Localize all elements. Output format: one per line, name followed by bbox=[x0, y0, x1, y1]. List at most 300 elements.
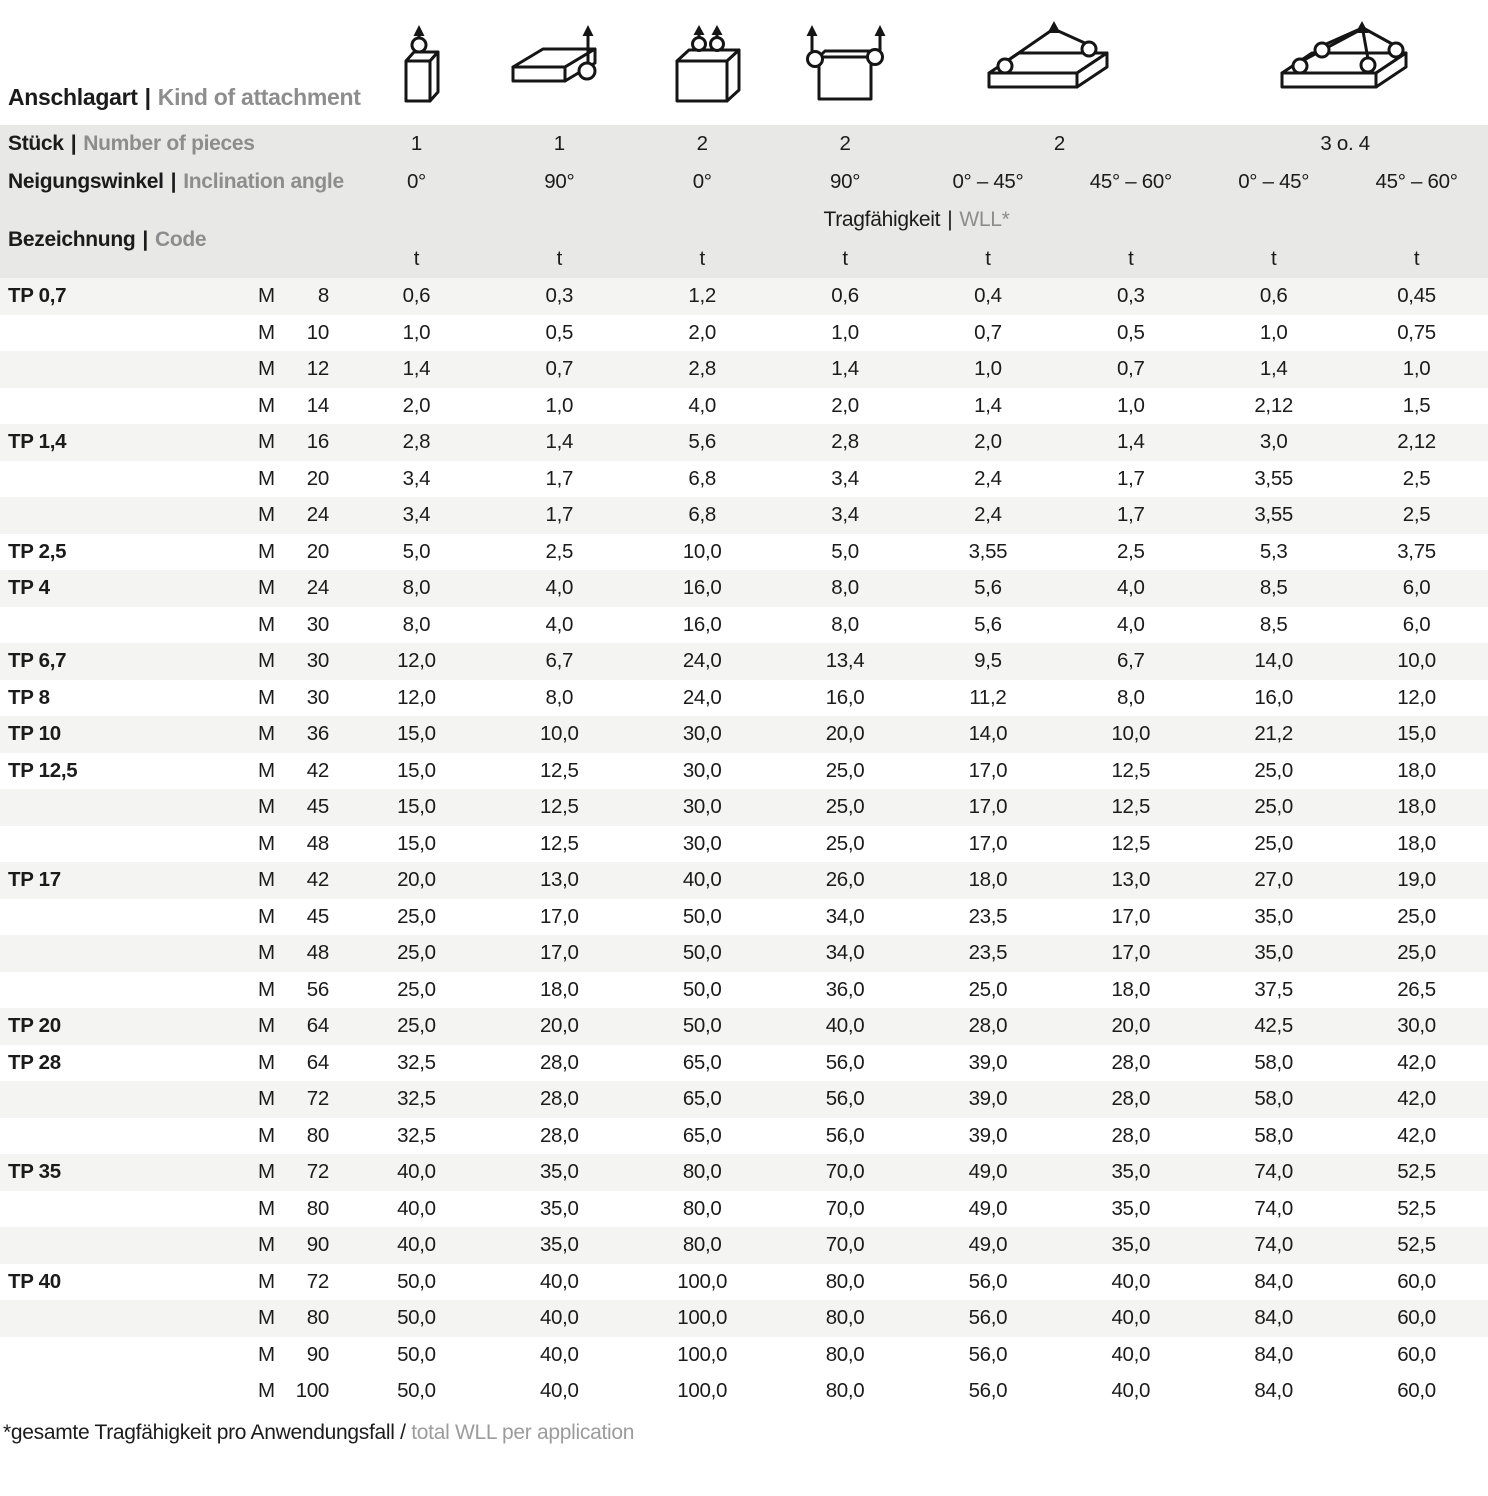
angle-value: 0° – 45° bbox=[1238, 170, 1310, 193]
single-point-axial-icon bbox=[368, 25, 468, 103]
thread-size-value: 20 bbox=[306, 466, 329, 490]
wll-value: 35,0 bbox=[1111, 1160, 1151, 1184]
wll-value: 84,0 bbox=[1254, 1342, 1294, 1366]
wll-value: 40,0 bbox=[1111, 1379, 1151, 1403]
wll-value: 30,0 bbox=[682, 758, 722, 782]
footnote-en: total WLL per application bbox=[411, 1420, 635, 1444]
wll-value: 37,5 bbox=[1254, 977, 1294, 1001]
wll-value: 40,0 bbox=[397, 1160, 436, 1184]
wll-value: 5,6 bbox=[974, 576, 1002, 600]
wll-value: 1,2 bbox=[688, 284, 716, 308]
thread-m-prefix: M bbox=[258, 1160, 275, 1184]
wll-value: 1,7 bbox=[1117, 503, 1145, 527]
wll-value: 40,0 bbox=[1111, 1269, 1151, 1293]
wll-value: 56,0 bbox=[825, 1050, 865, 1074]
angle-value: 45° – 60° bbox=[1375, 170, 1458, 193]
row-thread-size bbox=[248, 430, 345, 454]
row-thread-size bbox=[248, 905, 345, 929]
angle-value: 90° bbox=[544, 170, 575, 193]
pieces-row bbox=[0, 125, 1488, 163]
wll-value: 35,0 bbox=[539, 1233, 579, 1257]
wll-value: 25,0 bbox=[1397, 904, 1436, 928]
pieces-value: 3 o. 4 bbox=[1320, 132, 1370, 155]
thread-m-prefix: M bbox=[258, 1269, 275, 1293]
row-thread-size bbox=[248, 467, 345, 491]
wll-value: 50,0 bbox=[397, 1379, 436, 1403]
wll-value: 0,45 bbox=[1397, 284, 1436, 308]
row-thread-size bbox=[248, 394, 345, 418]
wll-value: 49,0 bbox=[968, 1196, 1008, 1220]
wll-value: 25,0 bbox=[968, 977, 1008, 1001]
wll-value: 52,5 bbox=[1397, 1233, 1436, 1257]
wll-value: 40,0 bbox=[1111, 1342, 1151, 1366]
wll-value: 2,5 bbox=[1117, 539, 1145, 563]
wll-value: 17,0 bbox=[968, 795, 1008, 819]
wll-value: 17,0 bbox=[539, 941, 579, 965]
wll-value: 60,0 bbox=[1397, 1342, 1436, 1366]
wll-value: 42,0 bbox=[1397, 1123, 1436, 1147]
attachment-header bbox=[0, 0, 1488, 125]
row-thread-size bbox=[248, 284, 345, 308]
thread-size-value: 42 bbox=[306, 758, 329, 782]
wll-value: 35,0 bbox=[1254, 941, 1294, 965]
wll-value: 10,0 bbox=[1397, 649, 1436, 673]
wll-separator: | bbox=[947, 208, 953, 231]
wll-value: 6,0 bbox=[1402, 612, 1431, 636]
wll-value: 8,0 bbox=[402, 612, 431, 636]
row-thread-size bbox=[248, 613, 345, 637]
table-row bbox=[0, 607, 1488, 644]
wll-value: 12,0 bbox=[397, 649, 436, 673]
wll-value: 34,0 bbox=[825, 904, 865, 928]
wll-value: 0,5 bbox=[545, 320, 574, 344]
table-row bbox=[0, 351, 1488, 388]
table-row bbox=[0, 1227, 1488, 1264]
wll-value: 58,0 bbox=[1254, 1087, 1294, 1111]
thread-m-prefix: M bbox=[258, 320, 275, 344]
wll-value: 15,0 bbox=[397, 831, 436, 855]
wll-value: 1,7 bbox=[545, 466, 574, 490]
wll-value: 65,0 bbox=[682, 1050, 722, 1074]
wll-value: 16,0 bbox=[682, 612, 722, 636]
thread-m-prefix: M bbox=[258, 357, 275, 381]
row-code: TP 40 bbox=[8, 1269, 61, 1293]
wll-value: 25,0 bbox=[397, 1014, 436, 1038]
row-code: TP 4 bbox=[8, 576, 50, 600]
wll-value: 1,0 bbox=[1259, 320, 1288, 344]
table-row bbox=[0, 1191, 1488, 1228]
row-thread-size bbox=[248, 649, 345, 673]
thread-m-prefix: M bbox=[258, 612, 275, 636]
wll-value: 20,0 bbox=[397, 868, 436, 892]
row-thread-size bbox=[248, 868, 345, 892]
thread-m-prefix: M bbox=[258, 466, 275, 490]
wll-value: 25,0 bbox=[825, 831, 865, 855]
wll-value: 60,0 bbox=[1397, 1379, 1436, 1403]
wll-value: 70,0 bbox=[825, 1233, 865, 1257]
wll-value: 60,0 bbox=[1397, 1269, 1436, 1293]
thread-m-prefix: M bbox=[258, 1050, 275, 1074]
wll-value: 14,0 bbox=[968, 722, 1008, 746]
wll-value: 13,0 bbox=[539, 868, 579, 892]
wll-value: 17,0 bbox=[1111, 904, 1151, 928]
wll-value: 5,0 bbox=[831, 539, 859, 563]
thread-m-prefix: M bbox=[258, 393, 275, 417]
wll-value: 35,0 bbox=[1111, 1233, 1151, 1257]
wll-value: 40,0 bbox=[539, 1306, 579, 1330]
wll-value: 42,5 bbox=[1254, 1014, 1294, 1038]
wll-value: 8,0 bbox=[1117, 685, 1145, 709]
wll-value: 39,0 bbox=[968, 1050, 1008, 1074]
wll-value: 3,4 bbox=[831, 503, 859, 527]
pieces-value: 1 bbox=[553, 132, 565, 155]
two-leg-sling-icon bbox=[983, 21, 1133, 103]
row-thread-size bbox=[248, 686, 345, 710]
thread-m-prefix: M bbox=[258, 1123, 275, 1147]
row-thread-size bbox=[248, 1233, 345, 1257]
wll-value: 0,75 bbox=[1397, 320, 1436, 344]
pieces-value: 2 bbox=[1053, 132, 1065, 155]
thread-size-value: 24 bbox=[306, 503, 329, 527]
wll-value: 56,0 bbox=[968, 1342, 1008, 1366]
wll-value: 84,0 bbox=[1254, 1379, 1294, 1403]
thread-size-value: 45 bbox=[306, 795, 329, 819]
thread-m-prefix: M bbox=[258, 1196, 275, 1220]
wll-value: 28,0 bbox=[1111, 1087, 1151, 1111]
wll-value: 28,0 bbox=[539, 1123, 579, 1147]
wll-value: 84,0 bbox=[1254, 1269, 1294, 1293]
row-code: TP 1,4 bbox=[8, 430, 67, 454]
row-code: TP 2,5 bbox=[8, 539, 67, 563]
wll-value: 2,5 bbox=[545, 539, 574, 563]
wll-value: 42,0 bbox=[1397, 1050, 1436, 1074]
attachment-title bbox=[8, 84, 361, 111]
wll-value: 56,0 bbox=[968, 1379, 1008, 1403]
wll-value: 2,8 bbox=[688, 357, 716, 381]
row-thread-size bbox=[248, 357, 345, 381]
table-header-band bbox=[0, 125, 1488, 278]
row-thread-size bbox=[248, 941, 345, 965]
wll-value: 15,0 bbox=[397, 795, 436, 819]
wll-value: 16,0 bbox=[1254, 685, 1294, 709]
table-body bbox=[0, 278, 1488, 1410]
wll-value: 8,0 bbox=[545, 685, 574, 709]
thread-size-value: 20 bbox=[306, 539, 329, 563]
wll-value: 12,5 bbox=[1111, 795, 1151, 819]
table-row bbox=[0, 1300, 1488, 1337]
row-code: TP 6,7 bbox=[8, 649, 67, 673]
wll-value: 15,0 bbox=[1397, 722, 1436, 746]
wll-header-row bbox=[0, 201, 1488, 278]
wll-value: 20,0 bbox=[1111, 1014, 1151, 1038]
thread-size-value: 24 bbox=[306, 576, 329, 600]
wll-value: 49,0 bbox=[968, 1233, 1008, 1257]
thread-size-value: 90 bbox=[306, 1233, 329, 1257]
wll-value: 56,0 bbox=[825, 1087, 865, 1111]
wll-value: 20,0 bbox=[539, 1014, 579, 1038]
thread-m-prefix: M bbox=[258, 1379, 275, 1403]
thread-m-prefix: M bbox=[258, 539, 275, 563]
wll-value: 10,0 bbox=[539, 722, 579, 746]
wll-value: 3,55 bbox=[968, 539, 1008, 563]
wll-value: 1,7 bbox=[545, 503, 574, 527]
inclination-label-en: Inclination angle bbox=[183, 170, 344, 193]
row-thread-size bbox=[248, 1270, 345, 1294]
inclination-separator: | bbox=[170, 170, 177, 193]
wll-value: 25,0 bbox=[397, 941, 436, 965]
table-row bbox=[0, 862, 1488, 899]
table-row bbox=[0, 972, 1488, 1009]
wll-value: 25,0 bbox=[825, 758, 865, 782]
wll-value: 1,0 bbox=[831, 320, 859, 344]
wll-value: 8,5 bbox=[1259, 576, 1288, 600]
wll-value: 19,0 bbox=[1397, 868, 1436, 892]
wll-value: 32,5 bbox=[397, 1123, 436, 1147]
wll-value: 8,0 bbox=[402, 576, 431, 600]
wll-value: 6,7 bbox=[1117, 649, 1145, 673]
wll-value: 50,0 bbox=[397, 1342, 436, 1366]
row-code: TP 10 bbox=[8, 722, 61, 746]
wll-value: 12,5 bbox=[539, 795, 579, 819]
wll-value: 12,0 bbox=[1397, 685, 1436, 709]
wll-value: 3,4 bbox=[831, 466, 859, 490]
code-label bbox=[0, 228, 345, 252]
wll-value: 1,4 bbox=[1259, 357, 1288, 381]
thread-size-value: 16 bbox=[306, 430, 329, 454]
wll-value: 1,4 bbox=[831, 357, 859, 381]
wll-value: 18,0 bbox=[1397, 758, 1436, 782]
wll-value: 74,0 bbox=[1254, 1160, 1294, 1184]
row-thread-size bbox=[248, 722, 345, 746]
table-row bbox=[0, 899, 1488, 936]
table-row bbox=[0, 935, 1488, 972]
wll-value: 2,5 bbox=[1402, 466, 1431, 490]
wll-value: 28,0 bbox=[1111, 1050, 1151, 1074]
wll-value: 50,0 bbox=[397, 1306, 436, 1330]
wll-label-de: Tragfähigkeit bbox=[823, 208, 941, 231]
table-row bbox=[0, 497, 1488, 534]
table-row bbox=[0, 753, 1488, 790]
wll-value: 21,2 bbox=[1254, 722, 1294, 746]
thread-m-prefix: M bbox=[258, 977, 275, 1001]
angle-value: 0° bbox=[692, 170, 712, 193]
wll-value: 14,0 bbox=[1254, 649, 1294, 673]
pieces-separator: | bbox=[70, 132, 77, 155]
wll-value: 35,0 bbox=[539, 1196, 579, 1220]
wll-value: 30,0 bbox=[682, 722, 722, 746]
thread-size-value: 8 bbox=[317, 284, 329, 308]
single-point-side-pull-icon bbox=[505, 25, 615, 103]
wll-value: 17,0 bbox=[539, 904, 579, 928]
wll-value: 16,0 bbox=[682, 576, 722, 600]
table-row bbox=[0, 388, 1488, 425]
wll-value: 50,0 bbox=[682, 1014, 722, 1038]
table-row bbox=[0, 1118, 1488, 1155]
wll-value: 70,0 bbox=[825, 1160, 865, 1184]
wll-value: 15,0 bbox=[397, 758, 436, 782]
wll-value: 1,0 bbox=[1402, 357, 1431, 381]
wll-value: 0,6 bbox=[402, 284, 431, 308]
row-code: TP 12,5 bbox=[8, 758, 78, 782]
wll-value: 100,0 bbox=[677, 1379, 728, 1403]
angle-value: 0° – 45° bbox=[952, 170, 1024, 193]
wll-value: 3,0 bbox=[1259, 430, 1288, 454]
wll-value: 40,0 bbox=[397, 1196, 436, 1220]
two-points-axial-icon bbox=[653, 25, 753, 103]
thread-size-value: 30 bbox=[306, 612, 329, 636]
wll-value: 65,0 bbox=[682, 1087, 722, 1111]
thread-m-prefix: M bbox=[258, 831, 275, 855]
thread-size-value: 12 bbox=[306, 357, 329, 381]
wll-value: 25,0 bbox=[825, 795, 865, 819]
table-row bbox=[0, 424, 1488, 461]
wll-value: 5,3 bbox=[1259, 539, 1288, 563]
angle-value: 0° bbox=[406, 170, 426, 193]
wll-value: 17,0 bbox=[968, 831, 1008, 855]
row-code: TP 0,7 bbox=[8, 284, 67, 308]
wll-value: 4,0 bbox=[545, 612, 574, 636]
wll-value: 15,0 bbox=[397, 722, 436, 746]
wll-value: 28,0 bbox=[539, 1050, 579, 1074]
wll-value: 80,0 bbox=[682, 1160, 722, 1184]
wll-value: 18,0 bbox=[1397, 831, 1436, 855]
three-or-four-leg-sling-icon bbox=[1272, 21, 1432, 103]
code-label-de: Bezeichnung bbox=[8, 227, 136, 251]
wll-value: 1,0 bbox=[974, 357, 1002, 381]
wll-value: 40,0 bbox=[825, 1014, 865, 1038]
inclination-label-de: Neigungswinkel bbox=[8, 170, 164, 193]
wll-value: 25,0 bbox=[1397, 941, 1436, 965]
footnote-de: *gesamte Tragfähigkeit pro Anwendungsfall / bbox=[3, 1420, 406, 1444]
thread-size-value: 48 bbox=[306, 831, 329, 855]
row-thread-size bbox=[248, 1379, 345, 1403]
wll-value: 24,0 bbox=[682, 649, 722, 673]
two-points-side-pull-icon bbox=[791, 25, 901, 103]
wll-value: 80,0 bbox=[825, 1379, 865, 1403]
wll-value: 40,0 bbox=[682, 868, 722, 892]
table-row bbox=[0, 1045, 1488, 1082]
row-thread-size bbox=[248, 1160, 345, 1184]
wll-value: 40,0 bbox=[539, 1269, 579, 1293]
row-thread-size bbox=[248, 1014, 345, 1038]
wll-value: 25,0 bbox=[1254, 758, 1294, 782]
wll-value: 1,0 bbox=[545, 393, 574, 417]
thread-size-value: 80 bbox=[306, 1123, 329, 1147]
wll-value: 23,5 bbox=[968, 941, 1008, 965]
wll-value: 10,0 bbox=[1111, 722, 1151, 746]
wll-value: 50,0 bbox=[682, 977, 722, 1001]
row-thread-size bbox=[248, 540, 345, 564]
wll-value: 34,0 bbox=[825, 941, 865, 965]
wll-value: 12,5 bbox=[539, 758, 579, 782]
thread-size-value: 72 bbox=[306, 1269, 329, 1293]
wll-value: 42,0 bbox=[1397, 1087, 1436, 1111]
wll-value: 6,8 bbox=[688, 466, 716, 490]
thread-m-prefix: M bbox=[258, 904, 275, 928]
wll-value: 50,0 bbox=[397, 1269, 436, 1293]
wll-value: 40,0 bbox=[539, 1379, 579, 1403]
pieces-value: 2 bbox=[839, 132, 851, 155]
wll-value: 1,0 bbox=[402, 320, 431, 344]
thread-size-value: 30 bbox=[306, 649, 329, 673]
wll-value: 13,0 bbox=[1111, 868, 1151, 892]
code-separator: | bbox=[142, 227, 148, 251]
wll-value: 27,0 bbox=[1254, 868, 1294, 892]
table-row bbox=[0, 1373, 1488, 1410]
title-separator: | bbox=[144, 84, 151, 110]
wll-value: 12,5 bbox=[539, 831, 579, 855]
table-row bbox=[0, 461, 1488, 498]
unit-t: t bbox=[699, 246, 705, 270]
wll-value: 0,3 bbox=[1117, 284, 1145, 308]
wll-value: 24,0 bbox=[682, 685, 722, 709]
wll-value: 50,0 bbox=[682, 904, 722, 928]
wll-value: 25,0 bbox=[397, 904, 436, 928]
wll-value: 2,0 bbox=[402, 393, 431, 417]
wll-value: 0,7 bbox=[545, 357, 574, 381]
row-thread-size bbox=[248, 1087, 345, 1111]
thread-size-value: 10 bbox=[306, 320, 329, 344]
thread-m-prefix: M bbox=[258, 1233, 275, 1257]
wll-value: 9,5 bbox=[974, 649, 1002, 673]
wll-value: 40,0 bbox=[397, 1233, 436, 1257]
thread-m-prefix: M bbox=[258, 722, 275, 746]
attachment-title-de: Anschlagart bbox=[8, 84, 138, 110]
wll-value: 4,0 bbox=[1117, 576, 1145, 600]
wll-value: 28,0 bbox=[539, 1087, 579, 1111]
wll-value: 30,0 bbox=[1397, 1014, 1436, 1038]
wll-value: 40,0 bbox=[1111, 1306, 1151, 1330]
thread-m-prefix: M bbox=[258, 1014, 275, 1038]
thread-size-value: 36 bbox=[306, 722, 329, 746]
wll-value: 5,6 bbox=[688, 430, 716, 454]
wll-value: 0,3 bbox=[545, 284, 574, 308]
table-row bbox=[0, 278, 1488, 315]
code-label-en: Code bbox=[154, 227, 207, 251]
wll-value: 20,0 bbox=[825, 722, 865, 746]
angle-value: 45° – 60° bbox=[1089, 170, 1172, 193]
wll-value: 84,0 bbox=[1254, 1306, 1294, 1330]
wll-value: 56,0 bbox=[825, 1123, 865, 1147]
wll-value: 6,8 bbox=[688, 503, 716, 527]
table-row bbox=[0, 643, 1488, 680]
wll-label-en: WLL* bbox=[959, 208, 1010, 231]
wll-value: 11,2 bbox=[969, 685, 1007, 709]
pieces-value: 1 bbox=[410, 132, 422, 155]
thread-m-prefix: M bbox=[258, 941, 275, 965]
thread-size-value: 100 bbox=[295, 1379, 329, 1403]
wll-value: 1,4 bbox=[1117, 430, 1145, 454]
wll-value: 17,0 bbox=[968, 758, 1008, 782]
wll-value: 35,0 bbox=[1254, 904, 1294, 928]
wll-value: 40,0 bbox=[539, 1342, 579, 1366]
wll-value: 58,0 bbox=[1254, 1123, 1294, 1147]
wll-value: 100,0 bbox=[677, 1306, 728, 1330]
thread-m-prefix: M bbox=[258, 1087, 275, 1111]
wll-value: 0,7 bbox=[974, 320, 1002, 344]
unit-t: t bbox=[1270, 246, 1277, 270]
wll-value: 6,7 bbox=[545, 649, 574, 673]
wll-value: 25,0 bbox=[1254, 795, 1294, 819]
row-thread-size bbox=[248, 503, 345, 527]
wll-value: 3,4 bbox=[402, 503, 431, 527]
wll-value: 1,4 bbox=[402, 357, 431, 381]
wll-value: 3,55 bbox=[1254, 503, 1294, 527]
row-thread-size bbox=[248, 759, 345, 783]
wll-value: 18,0 bbox=[1111, 977, 1151, 1001]
thread-size-value: 48 bbox=[306, 941, 329, 965]
wll-value: 6,0 bbox=[1402, 576, 1431, 600]
